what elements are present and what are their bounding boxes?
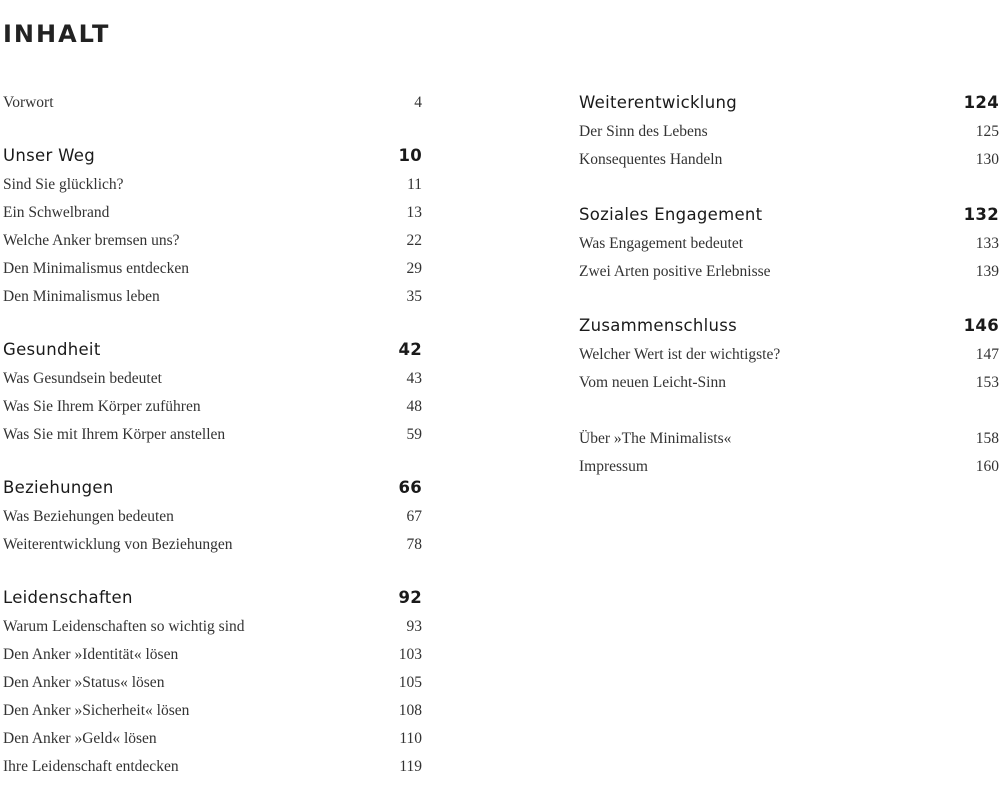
toc-entry-page-number: 48 [406,398,422,415]
toc-entry [3,615,422,639]
toc-section-heading [3,586,422,610]
toc-section-heading [579,314,999,338]
toc-entry-page-number: 160 [975,458,999,475]
toc-entry-page-number: 67 [406,508,422,525]
toc-entry-page-number: 105 [398,674,422,691]
toc-entry-page-number: 108 [398,702,422,719]
toc-entry [579,148,999,172]
toc-section-heading [579,203,999,227]
toc-entry-title: Sind Sie glücklich? [3,176,124,193]
toc-entry-page-number: 153 [975,374,999,391]
toc-entry-page-number: 11 [407,176,422,193]
toc-entry [3,671,422,695]
toc-entry-title: Den Anker »Geld« lösen [3,730,157,747]
toc-section-page-number: 10 [398,146,422,165]
toc-entry [579,232,999,256]
toc-entry [3,367,422,391]
toc-entry-title: Der Sinn des Lebens [579,123,708,140]
toc-section-title: Beziehungen [3,478,114,497]
toc-section-title: Unser Weg [3,146,95,165]
toc-entry-title: Konsequentes Handeln [579,151,723,168]
toc-section-heading [3,476,422,500]
toc-section-title: Zusammenschluss [579,316,738,335]
toc-entry [579,427,999,451]
toc-entry [3,643,422,667]
toc-entry-page-number: 158 [975,430,999,447]
toc-section-title: Gesundheit [3,340,101,359]
toc-section-page-number: 132 [963,205,999,224]
toc-section-title: Weiterentwicklung [579,93,737,112]
toc-entry-page-number: 125 [975,123,999,140]
toc-section-page-number: 42 [398,340,422,359]
toc-section-heading [3,338,422,362]
toc-entry-title: Welcher Wert ist der wichtigste? [579,346,781,363]
toc-entry [579,343,999,367]
toc-entry-title: Was Sie mit Ihrem Körper anstellen [3,426,226,443]
toc-section-page-number: 124 [963,93,999,112]
toc-entry-page-number: 59 [406,426,422,443]
toc-entry-page-number: 78 [406,536,422,553]
toc-entry [579,120,999,144]
toc-entry [3,173,422,197]
toc-entry-title: Was Beziehungen bedeuten [3,508,174,525]
toc-section-page-number: 92 [398,588,422,607]
toc-entry-title: Warum Leidenschaften so wichtig sind [3,618,245,635]
toc-entry-page-number: 133 [975,235,999,252]
toc-entry-title: Vom neuen Leicht-Sinn [579,374,726,391]
toc-entry-title: Was Gesundsein bedeutet [3,370,162,387]
toc-entry [3,533,422,557]
toc-entry-title: Ein Schwelbrand [3,204,110,221]
toc-entry-title: Welche Anker bremsen uns? [3,232,180,249]
toc-entry [3,201,422,225]
toc-entry-page-number: 139 [975,263,999,280]
toc-entry-page-number: 119 [399,758,422,775]
toc-entry-title: Was Sie Ihrem Körper zuführen [3,398,201,415]
toc-entry-page-number: 103 [398,646,422,663]
toc-entry [3,257,422,281]
toc-entry-title: Den Minimalismus entdecken [3,260,189,277]
toc-entry [3,699,422,723]
toc-entry-page-number: 13 [406,204,422,221]
toc-section-heading [579,91,999,115]
toc-section-title: Leidenschaften [3,588,133,607]
toc-section-page-number: 146 [963,316,999,335]
toc-entry-title: Den Anker »Identität« lösen [3,646,179,663]
toc-entry-title: Zwei Arten positive Erlebnisse [579,263,771,280]
page-title: INHALT [3,20,111,48]
toc-entry-title: Impressum [579,458,648,475]
toc-entry-page-number: 4 [414,94,422,111]
toc-entry-title: Ihre Leidenschaft entdecken [3,758,179,775]
toc-entry-title: Weiterentwicklung von Beziehungen [3,536,233,553]
toc-entry [3,505,422,529]
toc-entry [3,755,422,779]
toc-entry-title: Den Anker »Sicherheit« lösen [3,702,190,719]
toc-section-heading [3,144,422,168]
toc-entry [3,285,422,309]
toc-section-title: Soziales Engagement [579,205,763,224]
toc-entry-page-number: 22 [406,232,422,249]
toc-entry-page-number: 29 [406,260,422,277]
toc-entry [3,91,422,115]
toc-entry-title: Über »The Minimalists« [579,430,732,447]
toc-entry-title: Was Engagement bedeutet [579,235,744,252]
toc-entry-page-number: 110 [399,730,422,747]
toc-entry-title: Den Minimalismus leben [3,288,160,305]
toc-entry-title: Den Anker »Status« lösen [3,674,165,691]
toc-entry [3,423,422,447]
toc-entry-page-number: 35 [406,288,422,305]
toc-entry [579,455,999,479]
toc-entry [3,395,422,419]
toc-entry-page-number: 147 [975,346,999,363]
toc-entry [579,371,999,395]
toc-entry [579,260,999,284]
toc-entry-title: Vorwort [3,94,54,111]
toc-entry-page-number: 93 [406,618,422,635]
toc-entry-page-number: 43 [406,370,422,387]
toc-entry [3,229,422,253]
toc-section-page-number: 66 [398,478,422,497]
toc-entry-page-number: 130 [975,151,999,168]
toc-entry [3,727,422,751]
